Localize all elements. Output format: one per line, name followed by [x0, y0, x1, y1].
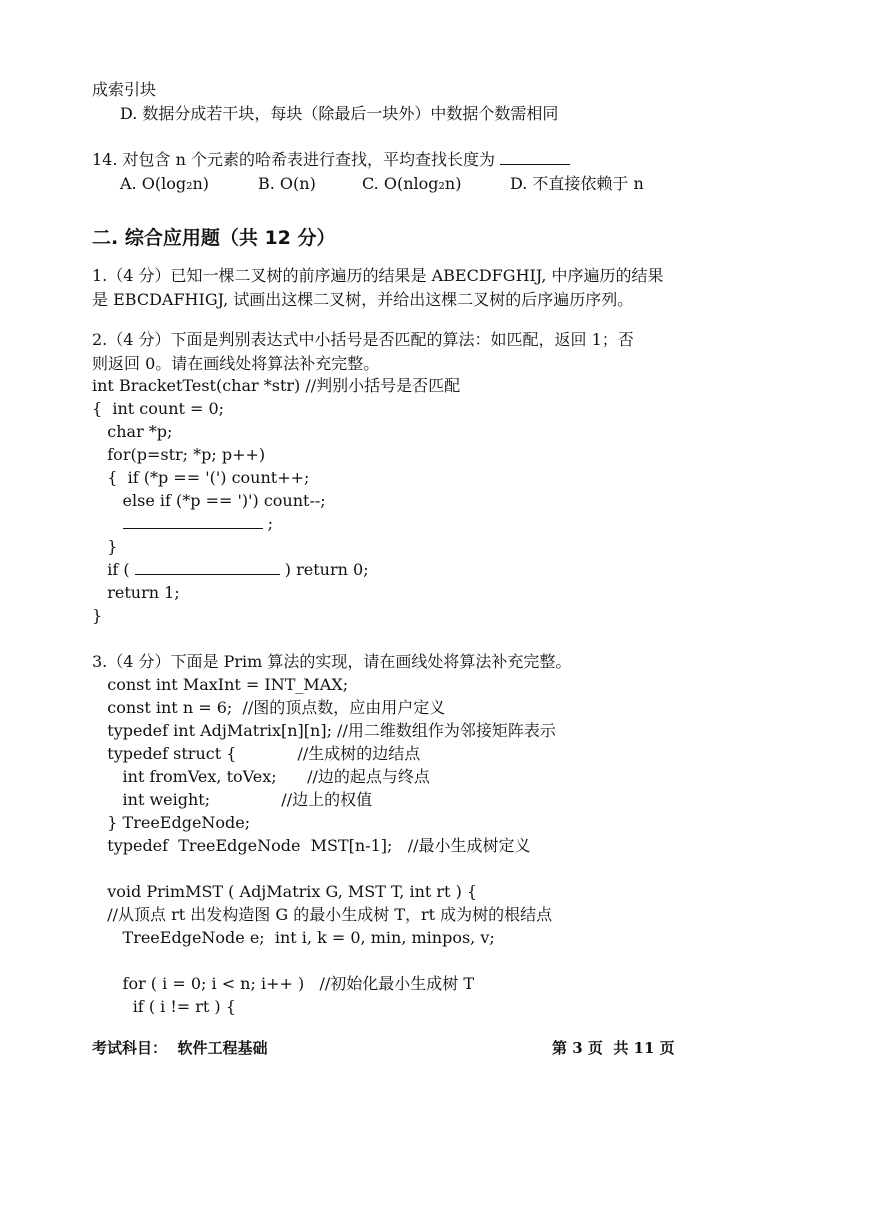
section-title: 二. 综合应用题（共 12 分） — [92, 227, 336, 249]
code-line: int BracketTest(char *str) //判别小括号是否匹配 — [92, 376, 461, 395]
code-line-with-blank: if ( ) return 0; — [92, 560, 369, 579]
code-line: { int count = 0; — [92, 399, 225, 418]
code-line: { if (*p == '(') count++; — [92, 468, 310, 487]
q3-line-1: 3.（4 分）下面是 Prim 算法的实现，请在画线处将算法补充完整。 — [92, 652, 572, 671]
footer-page-number: 第 3 页 共 11 页 — [552, 1039, 675, 1057]
code-line: void PrimMST ( AdjMatrix G, MST T, int rt ) { — [92, 882, 478, 901]
code-line: const int MaxInt = INT_MAX; — [92, 675, 349, 694]
code-line: typedef struct { //生成树的边结点 — [92, 744, 421, 763]
code-line: return 1; — [92, 583, 180, 602]
answer-blank — [500, 150, 570, 165]
q2-line-2: 则返回 0。请在画线处将算法补充完整。 — [92, 354, 380, 373]
q2-line-1: 2.（4 分）下面是判别表达式中小括号是否匹配的算法：如匹配，返回 1；否 — [92, 330, 634, 349]
code-line: int fromVex, toVex; //边的起点与终点 — [92, 767, 430, 786]
continued-line: 成索引块 — [92, 80, 157, 99]
q14-option-c: C. O(nlog₂n) — [362, 174, 462, 193]
code-line: } TreeEdgeNode; — [92, 813, 251, 832]
footer-subject: 考试科目： 软件工程基础 — [92, 1039, 268, 1057]
code-line-with-blank: ; — [92, 514, 273, 534]
answer-blank — [123, 514, 263, 529]
code-line: const int n = 6; //图的顶点数，应由用户定义 — [92, 698, 446, 717]
code-line: typedef int AdjMatrix[n][n]; //用二维数组作为邻接矩阵表示 — [92, 721, 556, 740]
q1-line-1: 1.（4 分）已知一棵二叉树的前序遍历的结果是 ABECDFGHIJ, 中序遍历的结果 — [92, 266, 664, 285]
question-14-stem: 14. 对包含 n 个元素的哈希表进行查找，平均查找长度为 — [92, 150, 570, 170]
code-line: else if (*p == ')') count--; — [92, 491, 326, 510]
q14-option-b: B. O(n) — [258, 174, 316, 193]
code-line: TreeEdgeNode e; int i, k = 0, min, minpos, v; — [92, 928, 495, 947]
option-d: D. 数据分成若干块，每块（除最后一块外）中数据个数需相同 — [120, 104, 559, 123]
q1-line-2: 是 EBCDAFHIGJ, 试画出这棵二叉树，并给出这棵二叉树的后序遍历序列。 — [92, 290, 634, 309]
code-line: int weight; //边上的权值 — [92, 790, 373, 809]
code-line: //从顶点 rt 出发构造图 G 的最小生成树 T，rt 成为树的根结点 — [92, 905, 553, 924]
q14-option-a: A. O(log₂n) — [120, 174, 210, 193]
code-line: } — [92, 537, 118, 556]
code-line: for(p=str; *p; p++) — [92, 445, 266, 464]
code-line: } — [92, 606, 103, 625]
code-line: for ( i = 0; i < n; i++ ) //初始化最小生成树 T — [92, 974, 475, 993]
answer-blank — [135, 560, 280, 575]
code-line: if ( i != rt ) { — [92, 997, 236, 1016]
code-line: typedef TreeEdgeNode MST[n-1]; //最小生成树定义 — [92, 836, 531, 855]
q14-option-d: D. 不直接依赖于 n — [510, 174, 644, 193]
code-line: char *p; — [92, 422, 173, 441]
